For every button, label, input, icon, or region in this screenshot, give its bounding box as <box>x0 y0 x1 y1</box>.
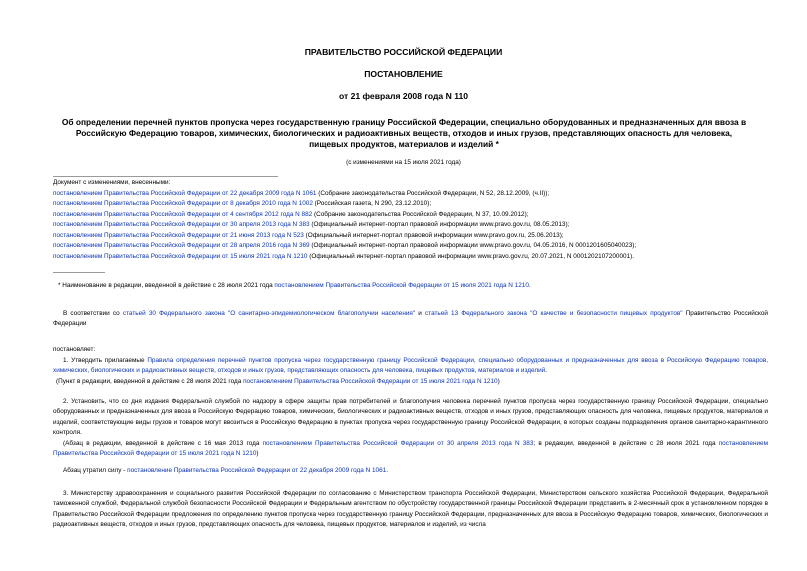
amendment-link[interactable]: постановлением Правительства Российской Федерации от 8 декабря 2010 года N 1002 <box>53 200 313 207</box>
repeal-link[interactable]: постановление Правительства Российской Федерации от 22 декабря 2009 года N 1061 <box>127 467 387 474</box>
preamble: В соответствии со статьей 30 Федерального закона "О санитарно-эпидемиологическом благополучии населения" и статьей 13 Федерального закона "О качестве и безопасности пищевых продуктов" Правительство Российской Федерации <box>53 310 768 328</box>
paragraph-1: 1. Утвердить прилагаемые Правила определения перечней пунктов пропуска через государственную границу Российской Федерации, специально оборудованных и предназначенных для ввоза в Российскую Федерацию товаров, химических, биологических и радиоактивных веществ, отходов и иных грузов, представляющих опасность для человека, пищевых продуктов, материалов и изделий. (Пункт в редакции, введенной в действие с 28 июля 2021 года постановлением Правительства Российской Федерации от 15 июля 2021 года N 1210) <box>53 357 768 385</box>
amendment-link[interactable]: постановлением Правительства Российской Федерации от 30 апреля 2013 года N 383 <box>53 221 310 228</box>
amendment-item: постановлением Правительства Российской Федерации от 4 сентября 2012 года N 882 (Собрание законодательства Российской Федерации, N 37, 10.09.2012); <box>53 210 529 218</box>
document-date: от 21 февраля 2008 года N 110 <box>338 91 469 101</box>
divider <box>53 176 278 177</box>
rules-link[interactable]: Правила определения перечней пунктов пропуска через государственную границу Российской Федерации, специально оборудованных и предназначенных для ввоза в Российскую Федерацию товаров, химических, биологических и радиоактивных веществ, отходов и иных грузов, представляющих опасность для человека, пищевых продуктов, материалов и изделий <box>53 357 768 375</box>
document-title <box>46 117 762 150</box>
amendment-link[interactable]: постановлением Правительства Российской Федерации от 4 сентября 2012 года N 882 <box>53 210 313 218</box>
lost-force-note: Абзац утратил силу - постановление Правительства Российской Федерации от 22 декабря 2009 года N 1061. <box>63 467 388 474</box>
title-footnote: * Наименование в редакции, введенной в действие с 28 июля 2021 года постановлением Правительства Российской Федерации от 15 июля 2021 года N 1210. <box>58 282 531 289</box>
amendment-link[interactable]: постановлением Правительства Российской Федерации от 28 апреля 2016 года N 369 <box>53 242 310 249</box>
footnote-link[interactable]: постановлением Правительства Российской Федерации от 15 июля 2021 года N 1210 <box>274 282 529 289</box>
title-line: Об определении перечней пунктов пропуска через государственную границу Российской Федерации, специально оборудованных и предназначенных для ввоза в <box>61 117 747 127</box>
amendments-intro: Документ с изменениями, внесенными: <box>53 179 171 186</box>
edition-note: (с изменениями на 15 июля 2021 года) <box>346 159 461 166</box>
amendment-link[interactable]: постановлением Правительства Российской Федерации от 22 декабря 2009 года N 1061 <box>53 189 317 197</box>
amendment-item: постановлением Правительства Российской Федерации от 21 июня 2013 года N 523 (Официальный интернет-портал правовой информации www.pravo.gov.ru, 25.06.2013); <box>53 231 564 239</box>
title-line: Российскую Федерацию товаров, химических, биологических и радиоактивных веществ, отходов и иных грузов, представляющих опасность для человека, <box>75 128 733 138</box>
document-type: ПОСТАНОВЛЕНИЕ <box>364 69 443 79</box>
paragraph-2: 2. Установить, что со дня издания Федеральной службой по надзору в сфере защиты прав потребителей и благополучия человека перечней пунктов пропуска через государственную границу Российской Федерации, специально оборудованных и предназначенных для ввоза в Российскую Федерацию товаров, химических, биологических и радиоактивных веществ, отходов и иных грузов, представляющих опасность для человека, пищевых продуктов, материалов и изделий, соответствующие виды грузов и товаров могут ввозиться в Российскую Федерацию в пунктах пропуска через государственную границу Российской Федерации, в которых созданы подразделения органов санитарно-карантинного контроля. (Абзац в редакции, введенной в действие с 16 мая 2013 года постановлением Правительства Российской Федерации от 30 апреля 2013 года N 383; в редакции, введенной в действие с 28 июля 2021 года постановлением Правительства Российской Федерации от 15 июля 2021 года N 1210) <box>53 398 768 458</box>
footnote-divider <box>53 272 105 273</box>
title-line: пищевых продуктов, материалов и изделий * <box>309 139 499 149</box>
amendment-item: постановлением Правительства Российской Федерации от 8 декабря 2010 года N 1002 (Российская газета, N 290, 23.12.2010); <box>53 200 432 207</box>
amendment-note-link[interactable]: постановлением Правительства Российской Федерации от 15 июля 2021 года N 1210 <box>53 439 768 458</box>
amendment-item: постановлением Правительства Российской Федерации от 28 апреля 2016 года N 369 (Официальный интернет-портал правовой информации www.pravo.gov.ru, 04.05.2016, N 0001201605040023); <box>53 242 637 249</box>
issuing-authority: ПРАВИТЕЛЬСТВО РОССИЙСКОЙ ФЕДЕРАЦИИ <box>304 47 503 57</box>
paragraph-3: 3. Министерству здравоохранения и социального развития Российской Федерации по согласованию с Министерством транспорта Российской Федерации, Министерством сельского хозяйства Российской Федерации, Федеральной таможенной службой, Федеральной службой безопасности Российской Федерации и Федеральным агентством по обустройству государственной границы Российской Федерации представить в 2-месячный срок в установленном порядке в Правительство Российской Федерации предложения по определению пунктов пропуска через государственную границу Российской Федерации, предназначенных для ввоза в Российскую Федерацию товаров, химических, биологических и радиоактивных веществ, отходов и иных грузов, представляющих опасность для человека, пищевых продуктов, материалов и изделий, из числа <box>53 490 768 529</box>
law-link-sanitary[interactable]: статьей 30 Федерального закона "О санитарно-эпидемиологическом благополучии населения" <box>122 310 416 317</box>
amendment-link[interactable]: постановлением Правительства Российской Федерации от 15 июля 2021 года N 1210 <box>53 252 308 260</box>
amendment-link[interactable]: постановлением Правительства Российской Федерации от 21 июня 2013 года N 523 <box>53 231 304 239</box>
decides-label: постановляет: <box>53 346 96 353</box>
amendment-note-link[interactable]: постановлением Правительства Российской Федерации от 30 апреля 2013 года N 383 <box>262 439 534 447</box>
law-link-food-safety[interactable]: статьей 13 Федерального закона "О качестве и безопасности пищевых продуктов" <box>425 310 683 317</box>
amendment-item: постановлением Правительства Российской Федерации от 22 декабря 2009 года N 1061 (Собрание законодательства Российской Федерации, N 52, 28.12.2009, (ч.II)); <box>53 189 550 197</box>
amendment-item: постановлением Правительства Российской Федерации от 15 июля 2021 года N 1210 (Официальный интернет-портал правовой информации www.pravo.gov.ru, 20.07.2021, N 0001202107200001). <box>53 252 635 260</box>
amendment-item: постановлением Правительства Российской Федерации от 30 апреля 2013 года N 383 (Официальный интернет-портал правовой информации www.pravo.gov.ru, 08.05.2013); <box>53 221 570 228</box>
amendment-note-link[interactable]: постановлением Правительства Российской Федерации от 15 июля 2021 года N 1210 <box>243 377 498 385</box>
